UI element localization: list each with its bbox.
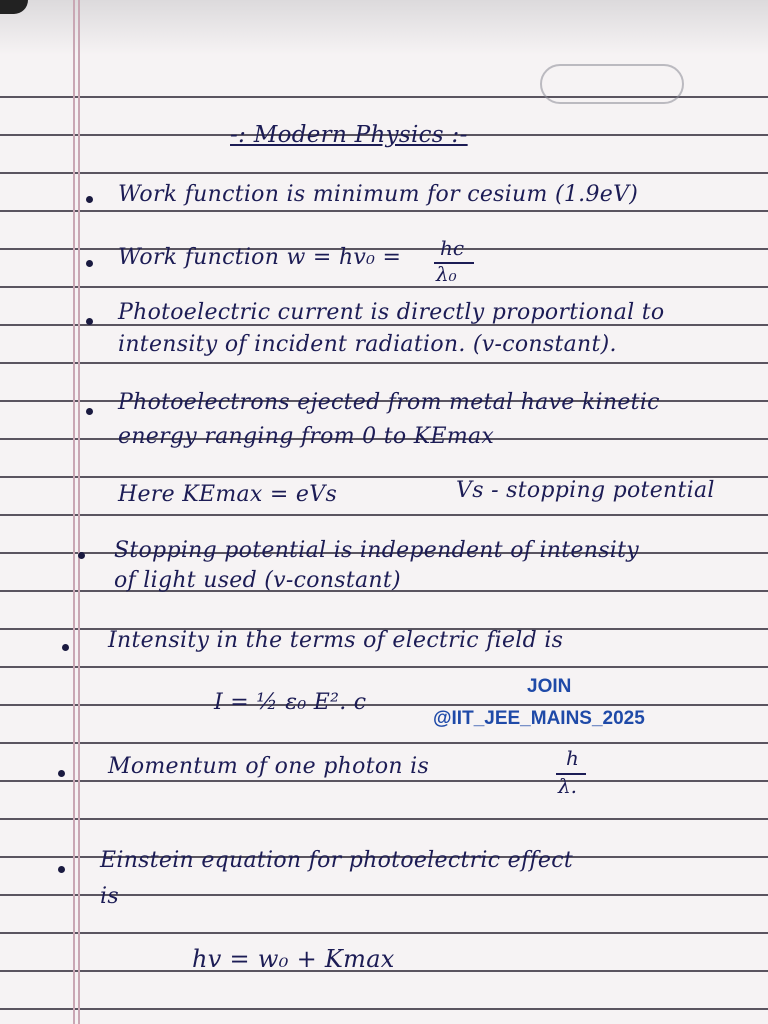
note-line-2: Work function w = hv₀ = xyxy=(118,245,402,270)
fraction-denominator-lambda0: λ₀ xyxy=(436,262,457,286)
note-line-6: energy ranging from 0 to KEmax xyxy=(118,424,495,449)
note-line-9: Stopping potential is independent of intensity xyxy=(114,538,639,563)
page-title: -: Modern Physics :- xyxy=(230,122,468,148)
intensity-equation: I = ½ ε₀ E². c xyxy=(214,690,367,715)
page-top-shadow xyxy=(0,0,768,55)
watermark-join: JOIN xyxy=(527,676,572,697)
note-line-14: Einstein equation for photoelectric effect xyxy=(100,848,573,873)
note-line-4: intensity of incident radiation. (v-constant). xyxy=(118,332,617,357)
margin-line xyxy=(78,0,80,1024)
margin-line xyxy=(73,0,75,1024)
bullet-dot xyxy=(86,408,93,415)
note-line-5: Photoelectrons ejected from metal have kinetic xyxy=(118,390,660,415)
bullet-dot xyxy=(86,260,93,267)
note-line-15: is xyxy=(100,884,119,909)
fraction-denominator-lambda: λ. xyxy=(558,774,578,798)
note-line-10: of light used (v-constant) xyxy=(114,568,401,593)
note-line-7: Here KEmax = eVs xyxy=(118,482,338,507)
fraction-numerator-h: h xyxy=(566,746,579,770)
note-line-1: Work function is minimum for cesium (1.9eV) xyxy=(118,182,639,207)
note-line-11: Intensity in the terms of electric field is xyxy=(108,628,564,653)
watermark-handle: @IIT_JEE_MAINS_2025 xyxy=(433,708,645,729)
page-stamp xyxy=(540,64,684,104)
bullet-dot xyxy=(58,770,65,777)
note-line-13: Momentum of one photon is xyxy=(108,754,430,779)
fraction-numerator-hc: hc xyxy=(440,236,465,260)
bullet-dot xyxy=(86,318,93,325)
note-line-3: Photoelectric current is directly proportional to xyxy=(118,300,665,325)
bullet-dot xyxy=(78,552,85,559)
einstein-equation: hv = w₀ + Kmax xyxy=(192,945,395,973)
bullet-dot xyxy=(62,644,69,651)
bullet-dot xyxy=(58,866,65,873)
note-line-8: Vs - stopping potential xyxy=(456,478,715,503)
bullet-dot xyxy=(86,196,93,203)
